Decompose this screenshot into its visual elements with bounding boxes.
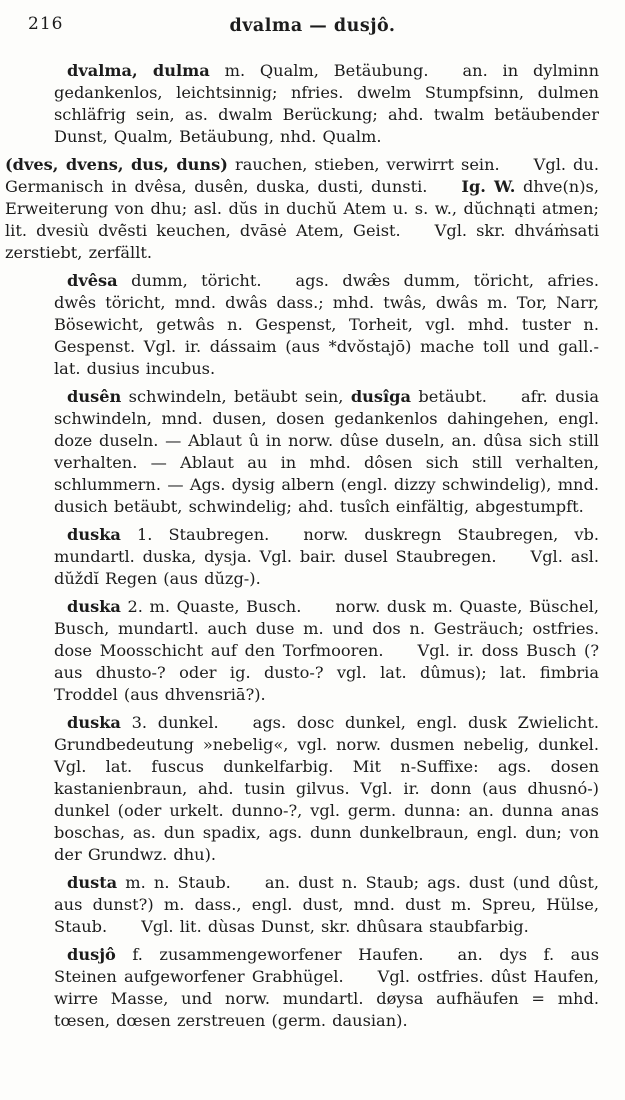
entry-text: Vgl. ir. doss Busch (? aus dhusto-? oder ig. dusto-? vgl. lat. dûmus); lat. fimbria Troddel (aus dhvensriā?). (54, 641, 599, 704)
entry-dusen (54, 386, 599, 518)
entry-dvalma (54, 60, 599, 148)
entry-text: betäubt. (411, 387, 487, 406)
column-gap (401, 235, 435, 236)
entry-text: schwindeln, betäubt sein, (121, 387, 351, 406)
entry-dusta (54, 872, 599, 938)
column-gap (107, 931, 141, 932)
lemma-bold: dusjô (67, 945, 116, 964)
entry-text: an. dust n. Staub; ags. dust (und dûst, aus dunst?) m. dass., engl. dust, mnd. dust m. Spreu, Hülse, Staub. (54, 873, 599, 936)
lemma-bold: duska (67, 713, 121, 732)
entry-text: 2. m. Quaste, Busch. (120, 597, 302, 616)
page-header (0, 0, 625, 50)
column-gap (427, 191, 461, 192)
entry-text: Vgl. asl. dŭždĭ Regen (aus dŭzg-). (54, 547, 599, 588)
entry-text: m. Qualm, Betäubung. (209, 61, 429, 80)
entry-text: Vgl. skr. dhváṁsati zerstiebt, zerfällt. (5, 221, 599, 262)
lemma-bold: dvêsa (67, 271, 118, 290)
column-gap (344, 981, 378, 982)
entry-text: Vgl. lit. dùsas Dunst, skr. dhûsara staubfarbig. (141, 917, 529, 936)
entry-text: rauchen, stieben, verwirrt sein. (227, 155, 500, 174)
column-gap (219, 727, 253, 728)
entry-duska-1 (54, 524, 599, 590)
lemma-bold: dusên (67, 387, 122, 406)
entry-text: afr. dusia schwindeln, mnd. dusen, dosen gedankenlos dahingehen, engl. doze duseln. — Ablaut û in norw. dûse duseln, an. dûsa sich still verhalten. — Ablaut au in mhd. dôsen sich still verhalten, schlummern. — Ags. dysig albern (engl. dizzy schwindelig), mnd. dusich betäubt, schwindelig; ahd. tusîch einfältig, abgestumpft. (54, 387, 599, 516)
column-gap (487, 401, 521, 402)
page-number: 216 (28, 14, 64, 34)
column-gap (261, 285, 295, 286)
column-gap (269, 539, 303, 540)
entry-text: ags. dwæ̂s dumm, töricht, afries. dwês töricht, mnd. dwâs dass.; mhd. twâs, dwâs m. Tor, Narr, Bösewicht, getwâs n. Gespenst, Torheit, vgl. mhd. tuster n. Gespenst. Vgl. ir. dássaim (aus *dvŏstajō) mache toll und gall.-lat. dusius incubus. (54, 271, 600, 378)
column-gap (424, 959, 458, 960)
dictionary-entries (0, 50, 625, 1032)
entry-dvesa (54, 270, 599, 380)
column-gap (231, 887, 265, 888)
entry-text: Vgl. du. Germanisch in dvêsa, dusên, duska, dusti, dunsti. (5, 155, 599, 196)
entry-dusjo (54, 944, 599, 1032)
entry-text: dhve(n)s, Erweiterung von dhu; asl. dŭs in duchŭ Atem u. s. w., dŭchnąti atmen; lit. dvesiù dvė̃sti keuchen, dvāsė Atem, Geist. (5, 177, 599, 240)
lemma-bold: dusîga (350, 387, 411, 406)
running-title: dvalma — dusjô. (229, 16, 396, 36)
entry-text: norw. dusk m. Quaste, Büschel, Busch, mundartl. auch duse m. und dos n. Gesträuch; ostfries. dose Moosschicht auf den Torfmooren. (54, 597, 599, 660)
entry-text: ags. dosc dunkel, engl. dusk Zwielicht. Grundbedeutung »nebelig«, vgl. norw. dusmen nebelig, dunkel. Vgl. lat. fuscus dunkelfarbig. Mit n-Suffixe: ags. dosen kastanienbraun, ahd. tusin gilvus. Vgl. ir. donn (aus dhusnó-) dunkel (oder urkelt. dunno-?, vgl. germ. dunna: an. dunna anas boschas, as. dun spadix, ags. dunn dunkelbraun, engl. dun; von der Grundwz. dhu). (54, 713, 599, 864)
column-gap (429, 75, 463, 76)
column-gap (500, 169, 534, 170)
lemma-bold: dvalma, dulma (67, 61, 210, 80)
column-gap (497, 561, 531, 562)
entry-text: an. in dylminn gedankenlos, leichtsinnig; nfries. dwelm Stumpfsinn, dulmen schläfrig sein, as. dwalm Berückung; ahd. twalm betäubender Dunst, Qualm, Betäubung, nhd. Qualm. (54, 61, 600, 146)
entry-text: m. n. Staub. (117, 873, 231, 892)
entry-text: norw. duskregn Staubregen, vb. mundartl. duska, dysja. Vgl. bair. dusel Staubregen. (54, 525, 599, 566)
entry-duska-2 (54, 596, 599, 706)
entry-text: dumm, töricht. (117, 271, 262, 290)
column-gap (301, 611, 335, 612)
lemma-bold: duska (67, 525, 121, 544)
lemma-bold: Ig. W. (461, 177, 516, 196)
entry-duska-3 (54, 712, 599, 866)
entry-text: an. dys f. aus Steinen aufgeworfener Grabhügel. (54, 945, 600, 986)
column-gap (384, 655, 418, 656)
lemma-bold: duska (67, 597, 121, 616)
lemma-bold: dusta (67, 873, 118, 892)
lemma-bold: (dves, dvens, dus, duns) (5, 155, 228, 174)
entry-dves-root (5, 154, 599, 264)
entry-text: 3. dunkel. (120, 713, 219, 732)
entry-text: Vgl. ostfries. dûst Haufen, wirre Masse, und norw. mundartl. døysa aufhäufen = mhd. tœsen, dœsen zerstreuen (germ. dausian). (54, 967, 599, 1030)
entry-text: f. zusammengeworfener Haufen. (115, 945, 424, 964)
entry-text: 1. Staubregen. (120, 525, 270, 544)
